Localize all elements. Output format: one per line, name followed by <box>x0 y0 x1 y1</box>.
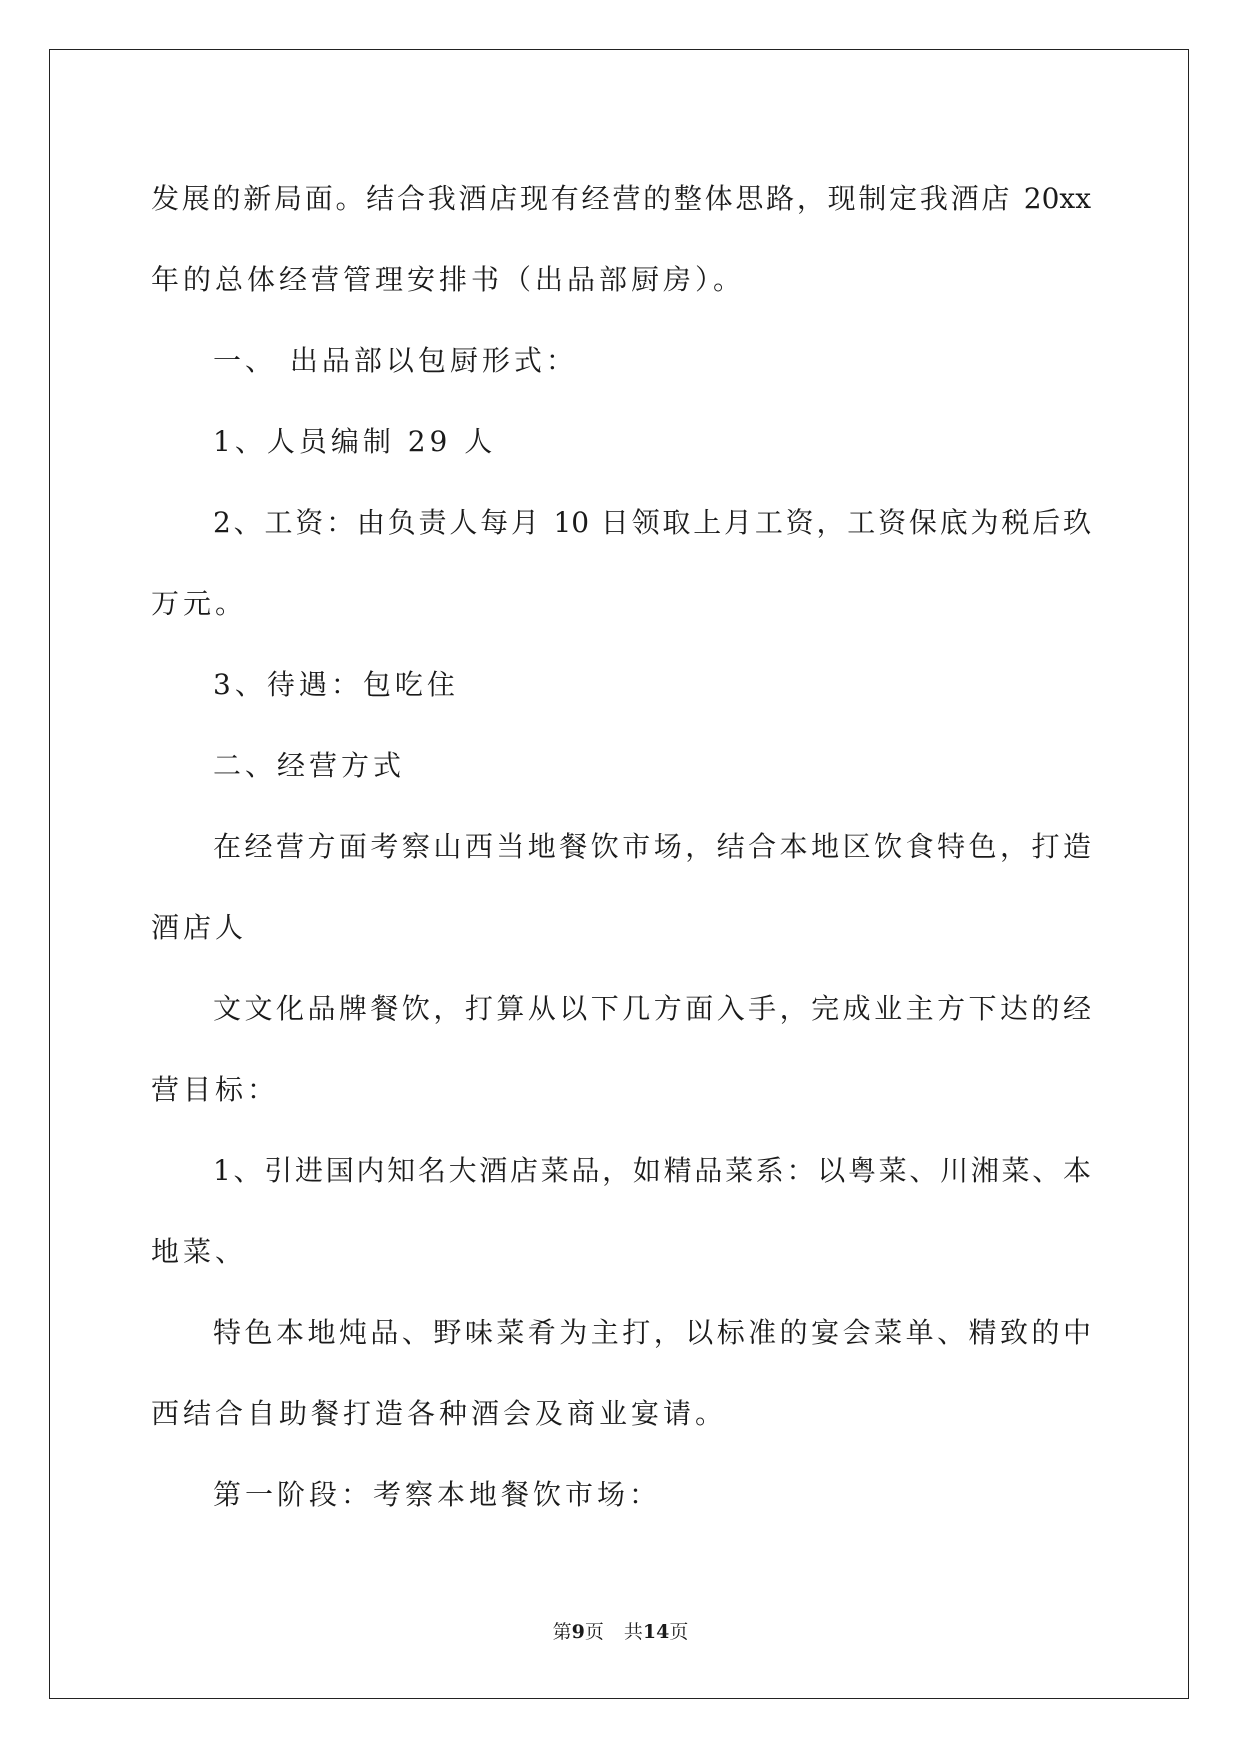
footer-page-suffix: 页 <box>584 1621 604 1643</box>
text-line: 3、待遇：包吃住 <box>213 668 459 701</box>
page-footer <box>0 1620 1241 1644</box>
section-heading: 二、经营方式 <box>213 749 406 782</box>
text-line: 在经营方面考察山西当地餐饮市场，结合本地区饮食特色，打造 <box>213 830 1091 863</box>
current-page-number: 9 <box>571 1621 585 1643</box>
document-body <box>151 158 1091 1535</box>
total-page-count: 14 <box>642 1621 670 1643</box>
text-line: 发展的新局面。结合我酒店现有经营的整体思路，现制定我酒店 20xx <box>151 182 1091 215</box>
text-line: 酒店人 <box>151 911 248 944</box>
text-line: 第一阶段：考察本地餐饮市场： <box>213 1478 662 1511</box>
section-heading: 一、 出品部以包厨形式： <box>213 344 578 377</box>
text-line: 特色本地炖品、野味菜肴为主打，以标准的宴会菜单、精致的中 <box>213 1316 1091 1349</box>
text-line: 地菜、 <box>151 1235 248 1268</box>
text-line: 2、工资：由负责人每月 10 日领取上月工资，工资保底为税后玖 <box>213 506 1091 539</box>
text-line: 1、引进国内知名大酒店菜品，如精品菜系：以粤菜、川湘菜、本 <box>213 1154 1091 1187</box>
footer-total-suffix: 页 <box>669 1621 689 1643</box>
text-line: 万元。 <box>151 587 248 620</box>
text-line: 1、人员编制 29 人 <box>213 425 497 458</box>
footer-total-prefix: 共 <box>623 1621 643 1643</box>
text-line: 营目标： <box>151 1073 280 1106</box>
text-line: 文文化品牌餐饮，打算从以下几方面入手，完成业主方下达的经 <box>213 992 1091 1025</box>
text-line: 西结合自助餐打造各种酒会及商业宴请。 <box>151 1397 728 1430</box>
footer-prefix: 第 <box>552 1621 572 1643</box>
text-line: 年的总体经营管理安排书（出品部厨房）。 <box>151 263 746 296</box>
